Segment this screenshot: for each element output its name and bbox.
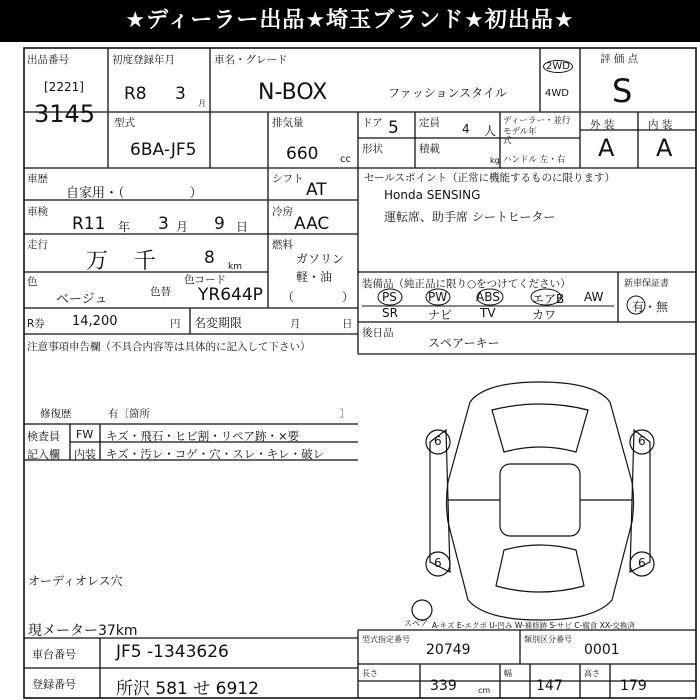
color-label: 色 [27, 276, 38, 288]
color-code-label: 色コード [184, 274, 226, 286]
class-number: 0001 [584, 642, 620, 658]
checker-label-2: 記入欄 [27, 448, 60, 461]
equip-sr: SR [382, 306, 398, 320]
drive-4wd: 4WD [545, 88, 569, 99]
chassis-number: JF5 -1343626 [116, 642, 229, 662]
fuel-gas: ガソリン [296, 252, 345, 266]
equip-abs: ABS [476, 290, 500, 304]
shift-label: シフト [272, 173, 304, 185]
class-label: 類別区分番号 [524, 635, 572, 644]
equip-pw: PW [428, 290, 448, 304]
mileage-km: 8 [204, 248, 215, 268]
model-year-label: モデル年式 [503, 127, 537, 146]
equipment-label: 装備品（純正品に限り○をつけてください） [362, 278, 571, 290]
inspection-month: 3 [158, 214, 169, 234]
car-rear-window [496, 545, 584, 592]
length-value: 339 [430, 678, 457, 694]
equip-ps: PS [382, 290, 397, 304]
tire-spare [412, 600, 432, 620]
interior-score: A [656, 134, 673, 162]
dealer-label: ディーラー・並行 [503, 116, 571, 126]
equipment-circles [360, 282, 620, 322]
car-windshield [492, 404, 588, 452]
doors: 5 [388, 118, 399, 138]
load-unit: kg [490, 156, 500, 165]
lot-sub: [2221] [44, 80, 84, 94]
displacement-label: 排気量 [272, 117, 304, 129]
mileage-label: 走行 [27, 239, 48, 251]
equip-leather: カワ [532, 308, 557, 322]
fuel-label: 燃料 [272, 239, 293, 251]
exterior-label: 外 装 [590, 119, 615, 131]
car-roof [500, 464, 580, 536]
displacement: 660 [286, 144, 319, 164]
meigi-label: 名変期限 [194, 316, 243, 330]
width-label: 幅 [504, 669, 512, 678]
sales-points-line1: Honda SENSING [384, 188, 481, 202]
capacity-unit: 人 [484, 124, 497, 138]
tire-fl-depth: 6 [434, 434, 442, 448]
recycle-value: 14,200 [72, 314, 118, 329]
banner: ★ディーラー出品★埼玉ブランド★初出品★ [0, 0, 700, 42]
ac-label: 冷房 [272, 206, 293, 218]
inspection-y-unit: 年 [118, 220, 131, 234]
warranty-label: 新車保証書 [624, 279, 670, 289]
history-value: 自家用・（ ） [66, 186, 203, 201]
model-code-label: 型式 [114, 117, 135, 129]
equip-aw: AW [584, 290, 604, 304]
warranty-circle [624, 294, 648, 316]
sales-points-label: セールスポイント（正常に機能するものに限ります） [364, 172, 616, 184]
remarks-line2: 現メーター37km [28, 623, 138, 639]
lot-number: 3145 [34, 100, 96, 128]
model-code: 6BA-JF5 [130, 140, 197, 160]
model-grade: ファッションスタイル [388, 86, 507, 100]
displacement-unit: cc [340, 154, 351, 165]
inspection-m-unit: 月 [176, 220, 189, 234]
score-label: 評 価 点 [600, 53, 639, 65]
tire-rr-depth: 6 [638, 556, 646, 570]
length-label: 長さ [362, 669, 378, 678]
tire-rl-depth: 6 [434, 556, 442, 570]
first-reg-month-unit: 月 [198, 99, 206, 108]
mileage-man: 万 [86, 249, 109, 274]
meigi-day: 日 [342, 318, 353, 330]
width-value: 147 [536, 678, 563, 694]
recycle-unit: 円 [170, 318, 181, 330]
ac-value: AAC [294, 214, 330, 234]
tire-fr-depth: 6 [638, 434, 646, 448]
equip-ps-circle [378, 289, 402, 305]
car-diagram [400, 372, 690, 628]
fuel-diesel: 軽・油 [296, 270, 333, 284]
registration-number: 所沢 581 せ 6912 [116, 679, 259, 699]
color-code: YR644P [198, 285, 263, 305]
equip-tv: TV [480, 306, 496, 320]
repair-label: 修復歴 [40, 408, 72, 420]
damage-legend: A-キズ E-エクボ U-凹み W-補修跡 S-サビ C-腐食 XX-交換済 [432, 621, 635, 630]
checker-inside: 内装 [74, 448, 96, 461]
equip-airbag: エアB [532, 292, 565, 306]
shape-label: 形状 [362, 143, 383, 155]
drive-2wd: 2WD [543, 60, 573, 73]
first-reg-month: 3 [175, 84, 186, 104]
height-value: 179 [620, 678, 647, 694]
checker-fw: FW [76, 428, 94, 441]
chassis-label: 車台番号 [32, 648, 76, 661]
first-reg-era: R8 [124, 84, 147, 104]
capacity: 4 [462, 122, 470, 136]
after-parts-value: スペアーキー [428, 336, 500, 350]
doors-label: ドア [362, 117, 383, 129]
type-cert-label: 型式指定番号 [362, 635, 410, 644]
equip-airbag-circle [531, 289, 561, 305]
shift-value: AT [306, 180, 327, 200]
equip-navi: ナビ [428, 308, 453, 322]
color-value: ベージュ [56, 292, 108, 307]
after-parts-label: 後日品 [362, 327, 394, 339]
inspection-era: R11 [72, 214, 106, 234]
notes-label: 注意事項申告欄（不具合内容等は具体的に記入して下さい） [27, 341, 311, 353]
first-reg-label: 初度登録年月 [112, 54, 175, 66]
handle-label: ハンドル 左・右 [503, 155, 566, 165]
model-name: N-BOX [258, 80, 328, 105]
height-label: 高さ [584, 669, 600, 678]
mileage-sen: 千 [134, 249, 157, 274]
checker-label-1: 検査員 [27, 430, 60, 443]
load-label: 積載 [419, 143, 440, 155]
registration-label: 登録番号 [32, 678, 76, 691]
meigi-month: 月 [290, 318, 301, 330]
inspection-d-unit: 日 [236, 220, 249, 234]
model-name-label: 車名・グレード [214, 54, 288, 66]
equip-abs-circle [477, 289, 503, 305]
type-cert-number: 20749 [426, 642, 471, 658]
history-label: 車歴 [27, 173, 48, 185]
repair-value: 有〔箇所 [108, 408, 150, 420]
equip-pw-circle [426, 289, 450, 305]
warranty-value: 有・無 [632, 300, 669, 314]
fuel-paren: （ ） [282, 290, 355, 304]
spare-label: スペア [404, 619, 428, 628]
inspection-day: 9 [214, 214, 225, 234]
capacity-label: 定員 [419, 117, 440, 129]
score-value: S [612, 72, 633, 110]
repair-close: 〕 [340, 408, 351, 420]
checker-row2: キズ・汚レ・コゲ・穴・スレ・キレ・破レ [106, 447, 325, 461]
remarks-line1: オーディオレス穴 [28, 574, 123, 588]
inspection-label: 車検 [27, 206, 48, 218]
color-changed-label: 色替 [150, 286, 171, 298]
sales-points-line2: 運転席、助手席 シートヒーター [384, 210, 556, 224]
exterior-score: A [598, 134, 615, 162]
lot-label: 出品番号 [27, 54, 69, 66]
checker-row1: キズ・飛石・ヒビ割・リペア跡・×要 [106, 429, 300, 443]
recycle-label: R券 [27, 318, 45, 330]
length-unit: cm [478, 686, 491, 695]
interior-label: 内 装 [648, 119, 673, 131]
mileage-unit: km [228, 262, 242, 272]
car-body-outline [447, 382, 634, 620]
